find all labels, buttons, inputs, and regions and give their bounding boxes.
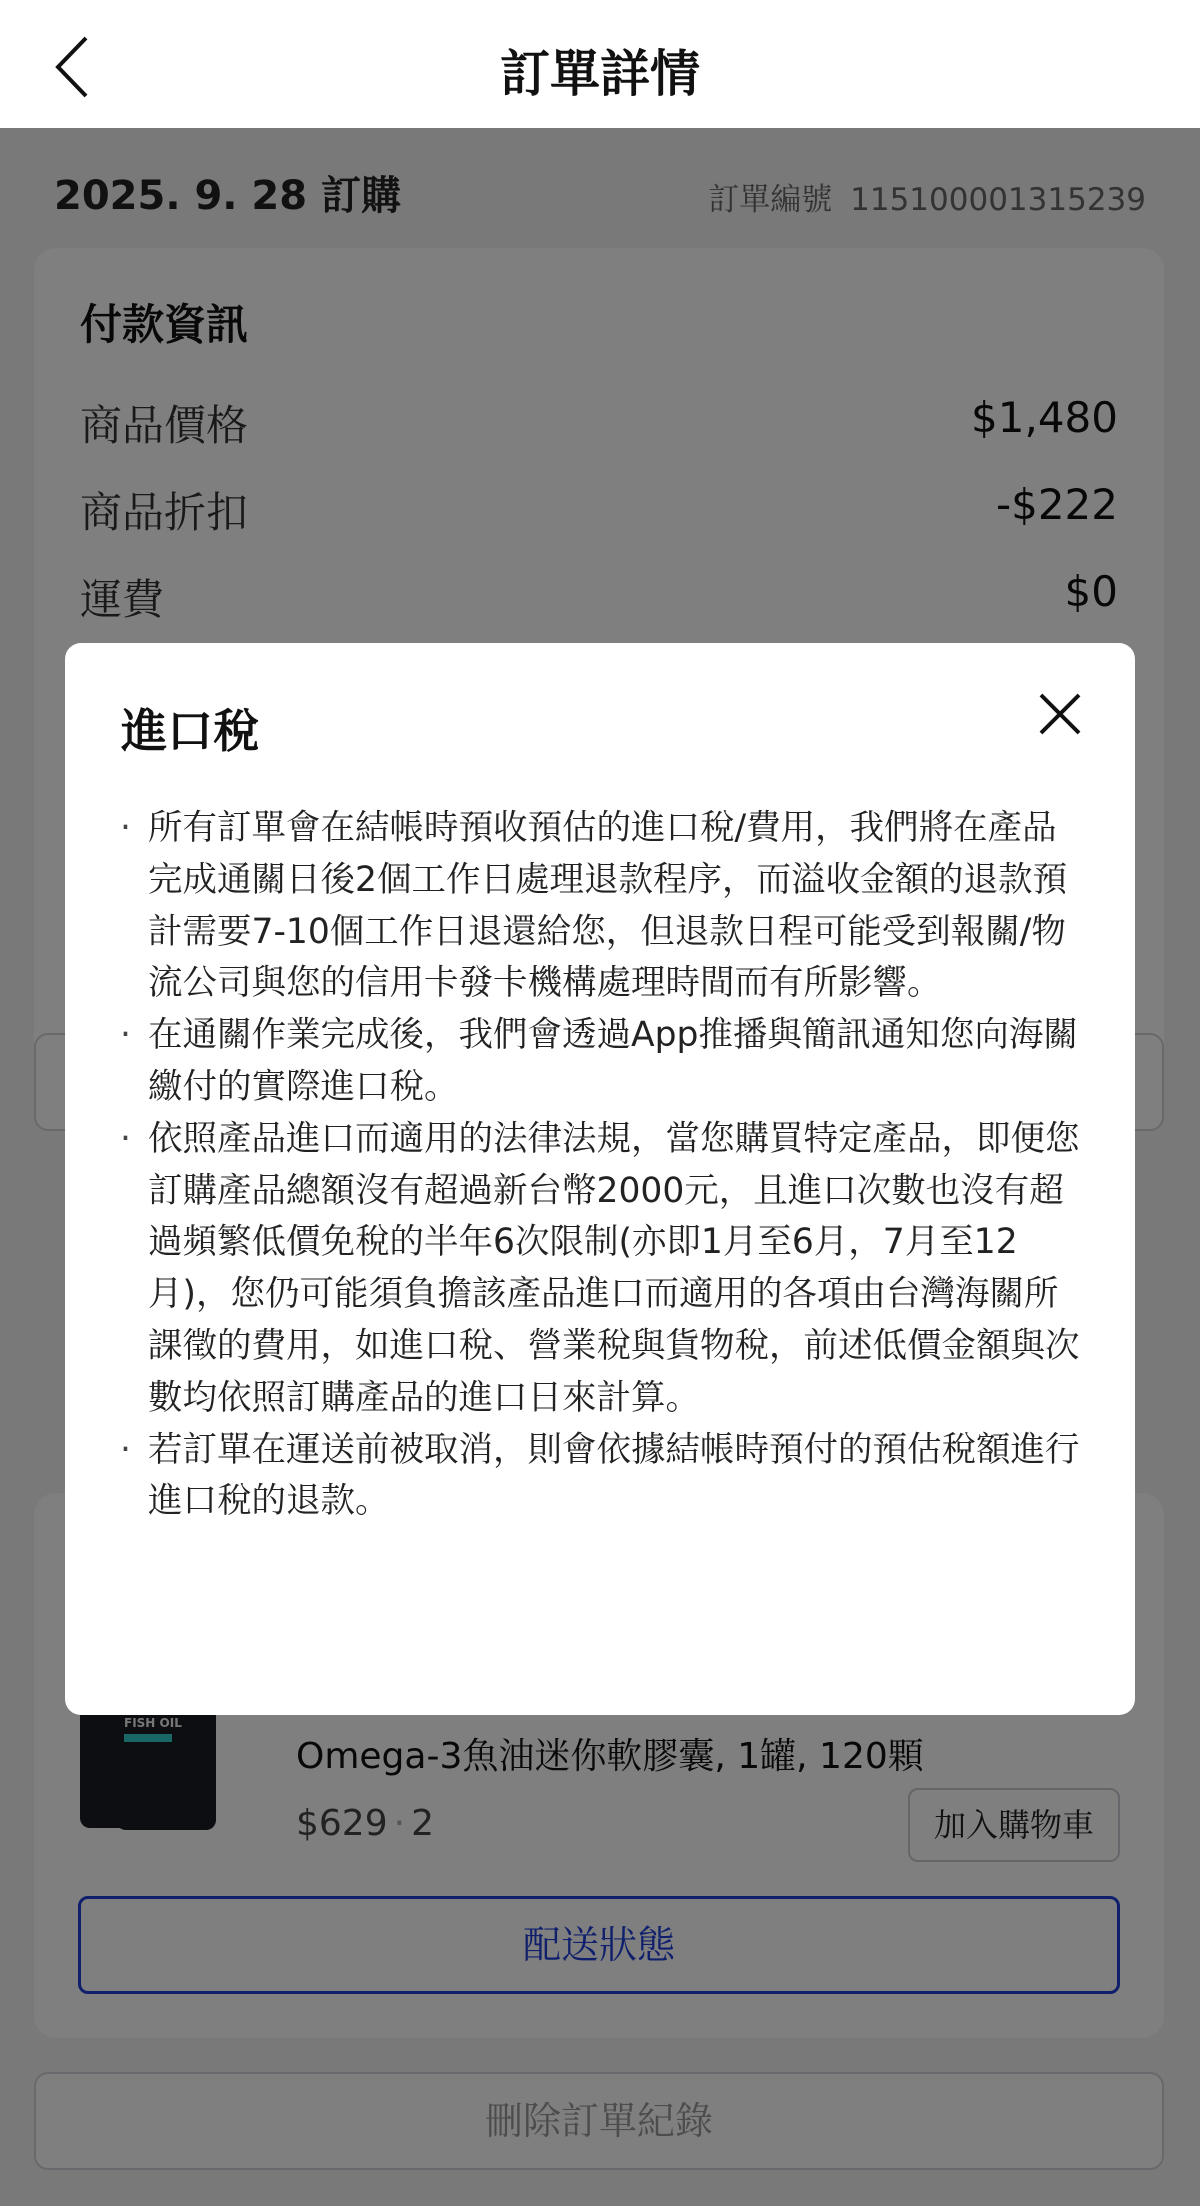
info-item-text: 若訂單在運送前被取消，則會依據結帳時預付的預估稅額進行進口稅的退款。 (148, 1429, 1080, 1522)
modal-title: 進口稅 (121, 704, 259, 758)
info-item-text: 在通關作業完成後，我們會透過App推播與簡訊通知您向海關繳付的實際進口稅。 (148, 1015, 1078, 1107)
bullet-icon: · (120, 808, 131, 848)
info-item-text: 所有訂單會在結帳時預收預估的進口稅/費用，我們將在產品完成通關日後2個工作日處理退款程序，而溢收金額的退款預計需要7-10個工作日退還給您，但退款日程可能受到報關/物流公司與您的信用卡發卡機構處理時間而有所影響。 (148, 808, 1067, 1004)
bullet-icon: · (120, 1015, 131, 1056)
info-item (120, 1425, 1080, 1529)
import-tax-modal (65, 643, 1135, 1715)
info-item-text: 依照產品進口而適用的法律法規，當您購買特定產品，即便您訂購產品總額沒有超過新台幣2000元，且進口次數也沒有超過頻繁低價免稅的半年6次限制(亦即1月至6月，7月至12月)，您仍可能須負擔該產品進口而適用的各項由台灣海關所課徵的費用，如進口稅、營業稅與貨物稅，前述低價金額與次數均依照訂購產品的進口日來計算。 (148, 1118, 1080, 1418)
info-item (120, 1114, 1080, 1425)
close-icon[interactable] (1037, 691, 1083, 737)
page-title: 訂單詳情 (500, 45, 700, 103)
bullet-icon: · (120, 1429, 131, 1470)
info-item (120, 803, 1080, 1010)
bullet-icon: · (120, 1118, 131, 1159)
info-item (120, 1010, 1080, 1114)
header-bar (0, 0, 1200, 128)
import-tax-info-list (120, 803, 1080, 1528)
